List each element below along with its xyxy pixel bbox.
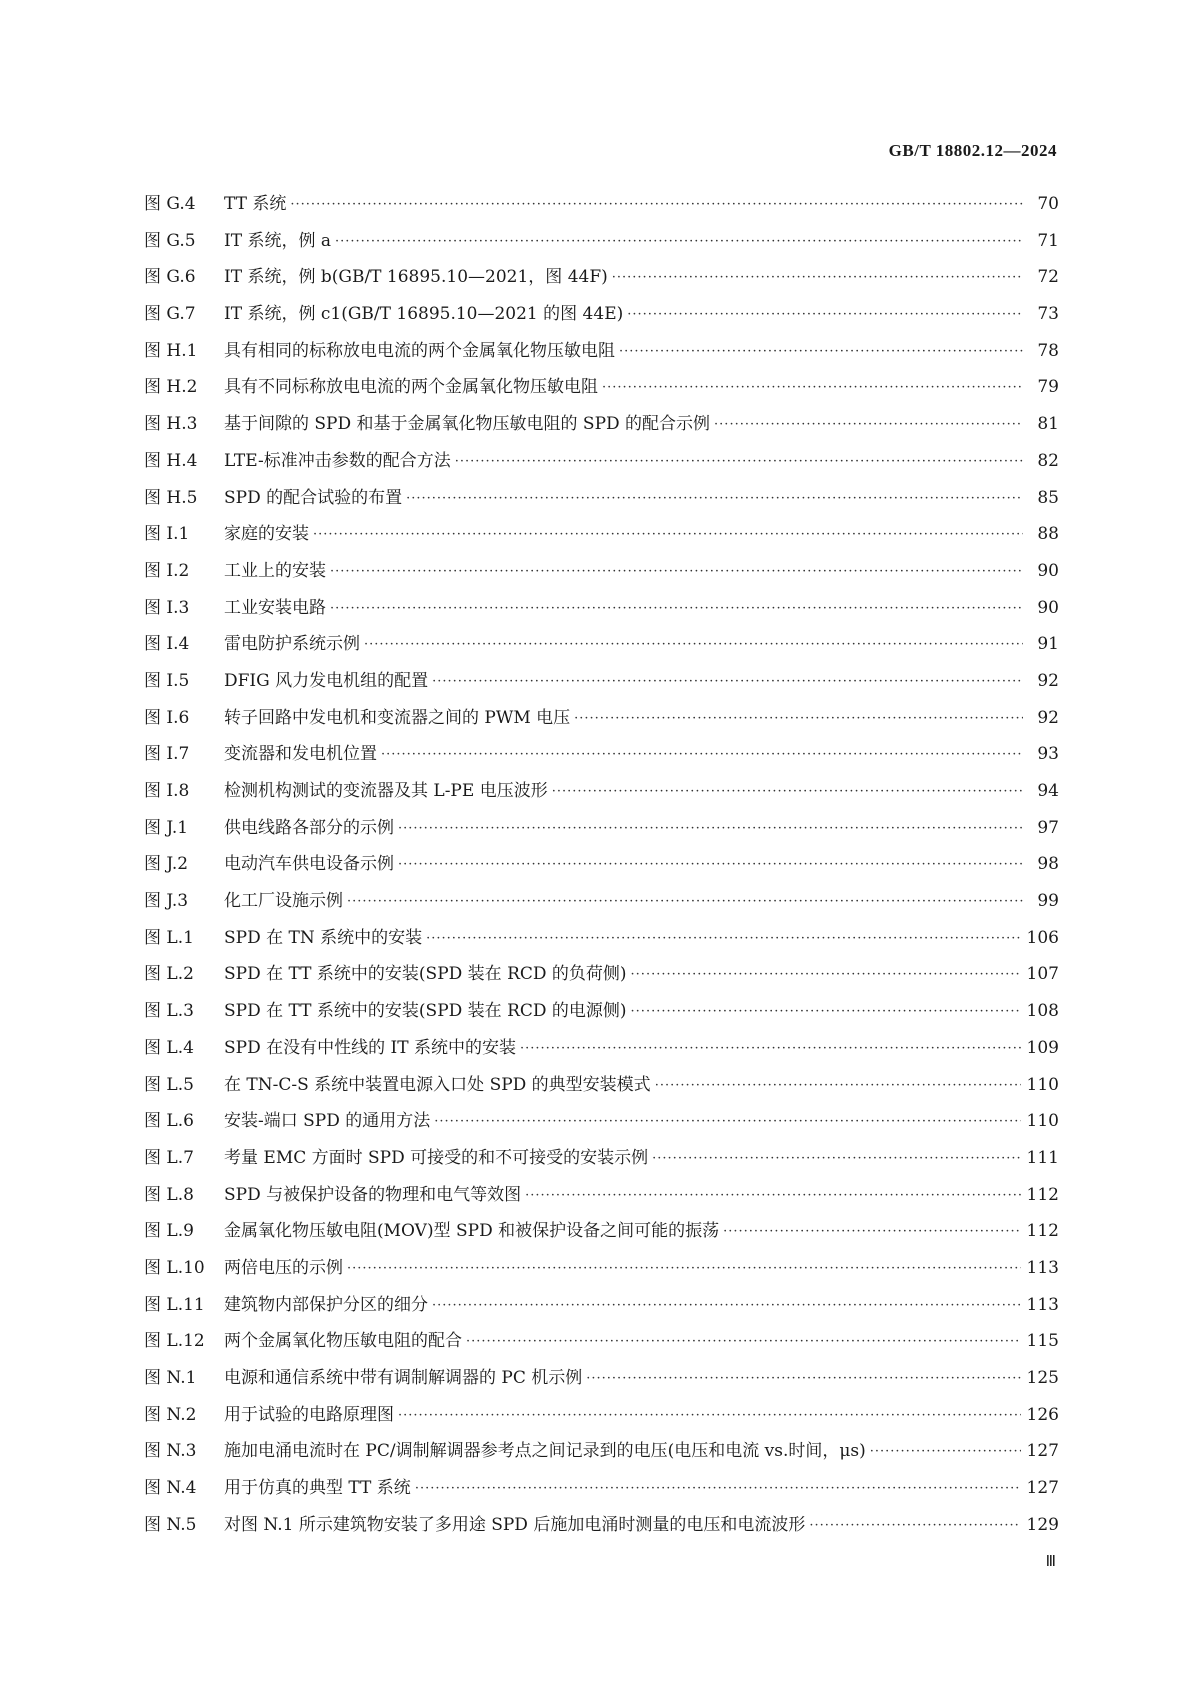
toc-entry[interactable] [144,559,1059,596]
figure-number: 图 H.3 [144,414,198,435]
figure-title: 家庭的安装 [224,524,309,545]
toc-entry[interactable] [144,265,1059,302]
toc-entry[interactable] [144,229,1059,266]
page-number: 113 [1026,1294,1059,1315]
figure-number: 图 L.4 [144,1037,194,1058]
figure-title: TT 系统 [224,194,287,214]
figure-title: 用于仿真的典型 TT 系统 [224,1478,411,1499]
toc-entry[interactable] [144,1183,1059,1220]
figure-number: 图 L.7 [144,1147,194,1168]
dot-leader [602,376,1023,400]
dot-leader [631,1000,1021,1024]
dot-leader [612,266,1023,290]
figure-title: 工业上的安装 [224,560,326,581]
figure-title: 金属氧化物压敏电阻(MOV)型 SPD 和被保护设备之间可能的振荡 [224,1221,720,1242]
page-number: 109 [1026,1037,1059,1058]
dot-leader [434,1110,1020,1134]
page-number: 125 [1026,1368,1059,1388]
dot-leader [586,1367,1020,1391]
page-number: 111 [1026,1147,1059,1168]
page-number: 88 [1037,524,1059,545]
figure-number: 图 N.4 [144,1478,197,1499]
figure-number: 图 L.6 [144,1111,194,1132]
figure-title: 建筑物内部保护分区的细分 [224,1294,428,1315]
dot-leader [398,853,1023,877]
toc-entry[interactable] [144,742,1059,779]
figure-title: 安装-端口 SPD 的通用方法 [224,1111,431,1132]
dot-leader [398,1404,1021,1428]
toc-entry[interactable] [144,375,1059,412]
dot-leader [406,487,1023,511]
figure-title: 基于间隙的 SPD 和基于金属氧化物压敏电阻的 SPD 的配合示例 [224,414,711,435]
toc-entry[interactable] [144,1109,1059,1146]
toc-entry[interactable] [144,779,1059,816]
figure-title: SPD 在 TT 系统中的安装(SPD 装在 RCD 的电源侧) [224,1001,627,1022]
dot-leader [655,1074,1021,1098]
toc-entry[interactable] [144,192,1059,229]
figure-title: LTE-标准冲击参数的配合方法 [224,450,451,471]
figure-number: 图 L.3 [144,1001,194,1022]
figure-list [144,192,1059,1549]
toc-entry[interactable] [144,412,1059,449]
figure-title: 具有相同的标称放电电流的两个金属氧化物压敏电阻 [224,340,615,361]
figure-title: 在 TN-C-S 系统中装置电源入口处 SPD 的典型安装模式 [224,1074,651,1095]
dot-leader [466,1330,1021,1354]
toc-entry[interactable] [144,1476,1059,1513]
page-number: 129 [1026,1514,1059,1535]
dot-leader [723,1220,1020,1244]
page-number: 72 [1037,267,1059,288]
page-number: 112 [1026,1221,1059,1242]
page-number: 126 [1026,1404,1059,1425]
figure-number: 图 J.1 [144,817,189,838]
dot-leader [347,1257,1021,1281]
dot-leader [520,1037,1021,1061]
page-number: 93 [1037,744,1059,765]
figure-number: 图 N.3 [144,1441,197,1462]
dot-leader [652,1147,1020,1171]
dot-leader [714,413,1023,437]
page-number: 82 [1037,450,1059,471]
toc-entry[interactable] [144,302,1059,339]
figure-number: 图 N.5 [144,1514,197,1535]
figure-number: 图 I.7 [144,744,190,765]
figure-number: 图 H.1 [144,340,198,361]
page-number: 107 [1026,964,1059,985]
figure-number: 图 G.6 [144,267,196,288]
figure-title: 两倍电压的示例 [224,1257,343,1278]
page-number: 90 [1037,560,1059,581]
figure-title: SPD 在 TT 系统中的安装(SPD 装在 RCD 的负荷侧) [224,964,627,985]
page-number: 113 [1026,1257,1059,1278]
page-number: 115 [1026,1331,1059,1352]
page-number: 127 [1026,1478,1059,1499]
figure-number: 图 J.2 [144,854,189,875]
page-number: 91 [1037,634,1059,655]
figure-title: 雷电防护系统示例 [224,634,360,655]
page-number: 110 [1026,1074,1059,1095]
figure-number: 图 I.6 [144,707,190,728]
figure-title: 对图 N.1 所示建筑物安装了多用途 SPD 后施加电涌时测量的电压和电流波形 [224,1514,806,1535]
figure-number: 图 H.5 [144,487,198,508]
toc-entry[interactable] [144,632,1059,669]
dot-leader [415,1477,1021,1501]
toc-entry[interactable] [144,1513,1059,1550]
toc-entry[interactable] [144,1036,1059,1073]
figure-title: IT 系统，例 b(GB/T 16895.10—2021，图 44F) [224,267,608,288]
toc-entry[interactable] [144,816,1059,853]
figure-title: 具有不同标称放电电流的两个金属氧化物压敏电阻 [224,377,598,398]
figure-number: 图 L.11 [144,1294,205,1315]
toc-entry[interactable] [144,596,1059,633]
figure-title: 检测机构测试的变流器及其 L-PE 电压波形 [224,781,548,801]
page-number: 92 [1037,670,1059,691]
figure-title: SPD 在没有中性线的 IT 系统中的安装 [224,1037,516,1058]
toc-entry[interactable] [144,1403,1059,1440]
page-number: 110 [1026,1111,1059,1132]
page-folio: Ⅲ [1045,1554,1056,1570]
dot-leader [347,890,1023,914]
figure-number: 图 I.4 [144,634,190,655]
toc-entry[interactable] [144,889,1059,926]
dot-leader [335,230,1023,254]
toc-entry[interactable] [144,449,1059,486]
dot-leader [313,523,1023,547]
page-number: 70 [1037,194,1059,214]
figure-number: 图 G.5 [144,230,196,251]
figure-title: SPD 的配合试验的布置 [224,487,403,508]
dot-leader [619,340,1023,364]
standard-code-header: GB/T 18802.12—2024 [888,141,1057,160]
figure-number: 图 J.3 [144,891,189,912]
toc-entry[interactable] [144,999,1059,1036]
dot-leader [381,743,1023,767]
toc-entry[interactable] [144,486,1059,523]
figure-number: 图 I.3 [144,597,190,618]
figure-title: 电源和通信系统中带有调制解调器的 PC 机示例 [224,1368,583,1388]
toc-entry[interactable] [144,1293,1059,1330]
toc-entry[interactable] [144,669,1059,706]
page-number: 98 [1037,854,1059,875]
toc-entry[interactable] [144,339,1059,376]
figure-number: 图 L.12 [144,1331,205,1352]
figure-number: 图 G.7 [144,304,196,325]
toc-entry[interactable] [144,1439,1059,1476]
figure-number: 图 N.2 [144,1404,197,1425]
figure-title: 转子回路中发电机和变流器之间的 PWM 电压 [224,707,571,728]
figure-title: 用于试验的电路原理图 [224,1404,394,1425]
toc-entry[interactable] [144,1219,1059,1256]
toc-entry[interactable] [144,852,1059,889]
toc-entry[interactable] [144,1329,1059,1366]
toc-entry[interactable] [144,1256,1059,1293]
dot-leader [870,1440,1021,1464]
figure-title: DFIG 风力发电机组的配置 [224,670,429,691]
figure-title: 变流器和发电机位置 [224,744,377,765]
figure-title: IT 系统，例 c1(GB/T 16895.10—2021 的图 44E) [224,304,624,325]
figure-title: 两个金属氧化物压敏电阻的配合 [224,1331,462,1352]
figure-number: 图 L.8 [144,1184,194,1205]
figure-number: 图 H.2 [144,377,198,398]
toc-entry[interactable] [144,1146,1059,1183]
page-number: 112 [1026,1184,1059,1205]
figure-title: SPD 在 TN 系统中的安装 [224,927,423,948]
dot-leader [455,450,1023,474]
figure-number: 图 L.10 [144,1257,205,1278]
figure-number: 图 L.5 [144,1074,194,1095]
toc-entry[interactable] [144,706,1059,743]
page-number: 94 [1037,781,1059,801]
toc-entry[interactable] [144,926,1059,963]
figure-number: 图 L.9 [144,1221,194,1242]
page-number: 78 [1037,340,1059,361]
dot-leader [574,707,1023,731]
dot-leader [631,963,1021,987]
page-number: 97 [1037,817,1059,838]
figure-number: 图 L.1 [144,927,194,948]
toc-entry[interactable] [144,1366,1059,1403]
page-number: 127 [1026,1441,1059,1462]
figure-number: 图 I.5 [144,670,190,691]
figure-title: SPD 与被保护设备的物理和电气等效图 [224,1184,522,1205]
figure-title: 化工厂设施示例 [224,891,343,912]
figure-number: 图 G.4 [144,194,196,214]
figure-title: 供电线路各部分的示例 [224,817,394,838]
figure-number: 图 L.2 [144,964,194,985]
figure-number: 图 I.8 [144,781,190,801]
page-number: 99 [1037,891,1059,912]
figure-number: 图 I.2 [144,560,190,581]
page-number: 90 [1037,597,1059,618]
page-number: 106 [1026,927,1059,948]
figure-number: 图 I.1 [144,524,190,545]
dot-leader [290,193,1023,217]
figure-title: 施加电涌电流时在 PC/调制解调器参考点之间记录到的电压(电压和电流 vs.时间，μs) [224,1441,866,1462]
page-number: 71 [1037,230,1059,251]
page-number: 73 [1037,304,1059,325]
dot-leader [432,1294,1021,1318]
toc-entry[interactable] [144,522,1059,559]
dot-leader [627,303,1023,327]
figure-title: IT 系统，例 a [224,230,331,251]
toc-entry[interactable] [144,962,1059,999]
dot-leader [330,597,1023,621]
figure-title: 考量 EMC 方面时 SPD 可接受的和不可接受的安装示例 [224,1147,649,1168]
dot-leader [364,633,1023,657]
figure-title: 电动汽车供电设备示例 [224,854,394,875]
figure-number: 图 H.4 [144,450,198,471]
figure-title: 工业安装电路 [224,597,326,618]
page-number: 108 [1026,1001,1059,1022]
dot-leader [398,817,1023,841]
dot-leader [552,780,1023,804]
figure-number: 图 N.1 [144,1368,197,1388]
page-number: 85 [1037,487,1059,508]
dot-leader [432,670,1023,694]
page-number: 79 [1037,377,1059,398]
dot-leader [809,1514,1020,1538]
dot-leader [426,927,1020,951]
page-number: 81 [1037,414,1059,435]
page-number: 92 [1037,707,1059,728]
dot-leader [330,560,1023,584]
dot-leader [525,1184,1020,1208]
toc-entry[interactable] [144,1073,1059,1110]
